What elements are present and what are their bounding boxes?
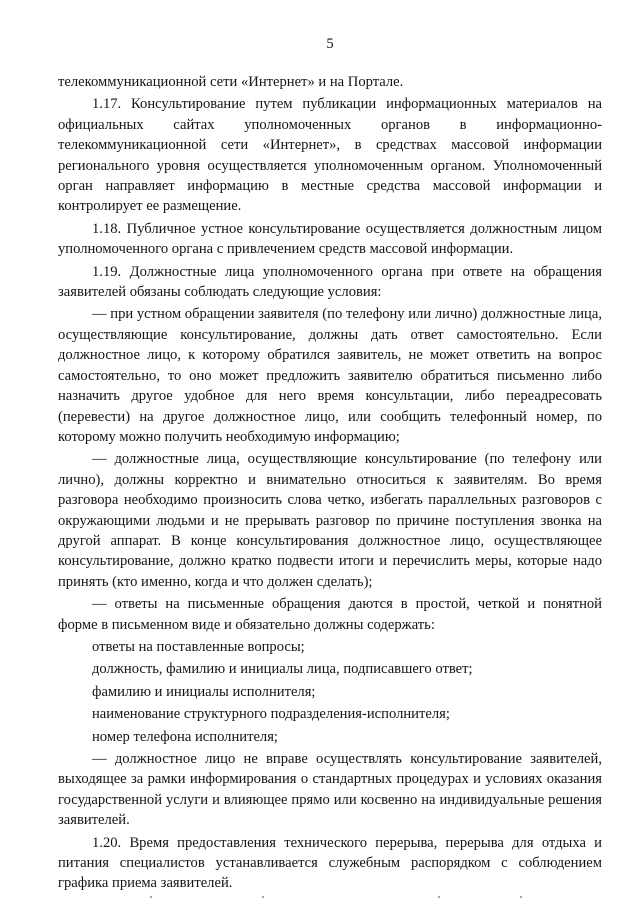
paragraph-written-responses: — ответы на письменные обращения даются в простой, четкой и понятной форме в письменном виде и обязательно должны содержать:: [58, 596, 602, 633]
list-item: должность, фамилию и инициалы лица, подписавшего ответ;: [92, 661, 473, 678]
document-page: [58, 36, 602, 896]
paragraph-1-20: 1.20. Время предоставления технического перерыва, перерыва для отдыха и питания специалистов устанавливается служебным распорядком с соблюдением графика приема заявителей.: [58, 834, 602, 892]
list-item: наименование структурного подразделения-исполнителя;: [92, 706, 450, 723]
list-item: номер телефона исполнителя;: [92, 728, 278, 745]
list-item: фамилию и инициалы исполнителя;: [92, 683, 316, 700]
paragraph-scope-limit: — должностное лицо не вправе осуществлять консультирование заявителей, выходящее за рамки информирования о стандартных процедурах и условиях оказания государственной услуги и влияющее прямо или косвенно на индивидуальные решения заявителей.: [58, 751, 602, 829]
paragraph-continuation: телекоммуникационной сети «Интернет» и на Портале.: [58, 74, 404, 90]
page-number: 5: [326, 36, 334, 52]
paragraph-oral-requests: — при устном обращении заявителя (по телефону или лично) должностные лица, осуществляющие консультирование, должны дать ответ самостоятельно. Если должностное лицо, к которому обратился заявитель, не может ответить на вопрос самостоятельно, то оно может предложить заявителю обратиться письменно либо назначить другое удобное для него время консультации, либо переадресовать (перевести) на другое должностное лицо, или сообщить телефонный номер, по которому можно получить необходимую информацию;: [58, 306, 602, 445]
paragraph-1-19: 1.19. Должностные лица уполномоченного органа при ответе на обращения заявителей обязаны соблюдать следующие условия:: [58, 263, 602, 301]
paragraph-1-18: 1.18. Публичное устное консультирование осуществляется должностным лицом уполномоченного органа с привлечением средств массовой информации.: [58, 220, 602, 258]
paragraph-courtesy: — должностные лица, осуществляющие консультирование (по телефону или лично), должны корректно и внимательно относиться к заявителям. Во время разговора необходимо произносить слова четко, избегать параллельных разговоров с окружающими людьми и не прерывать разговор по причине поступления звонка на другой аппарат. В конце консультирования должностное лицо, осуществляющее консультирование, должно кратко подвести итоги и перечислить меры, которые надо принять (кто именно, когда и что должен сделать);: [58, 451, 602, 590]
scan-artifacts: [0, 896, 640, 900]
paragraph-1-17: 1.17. Консультирование путем публикации информационных материалов на официальных сайтах уполномоченных органов в информационно-телекоммуникационной сети «Интернет», в средствах массовой информации регионального уровня осуществляется уполномоченным органом. Уполномоченный орган направляет информацию в местные средства массовой информации и контролирует ее размещение.: [58, 96, 602, 215]
list-item: ответы на поставленные вопросы;: [92, 638, 305, 655]
